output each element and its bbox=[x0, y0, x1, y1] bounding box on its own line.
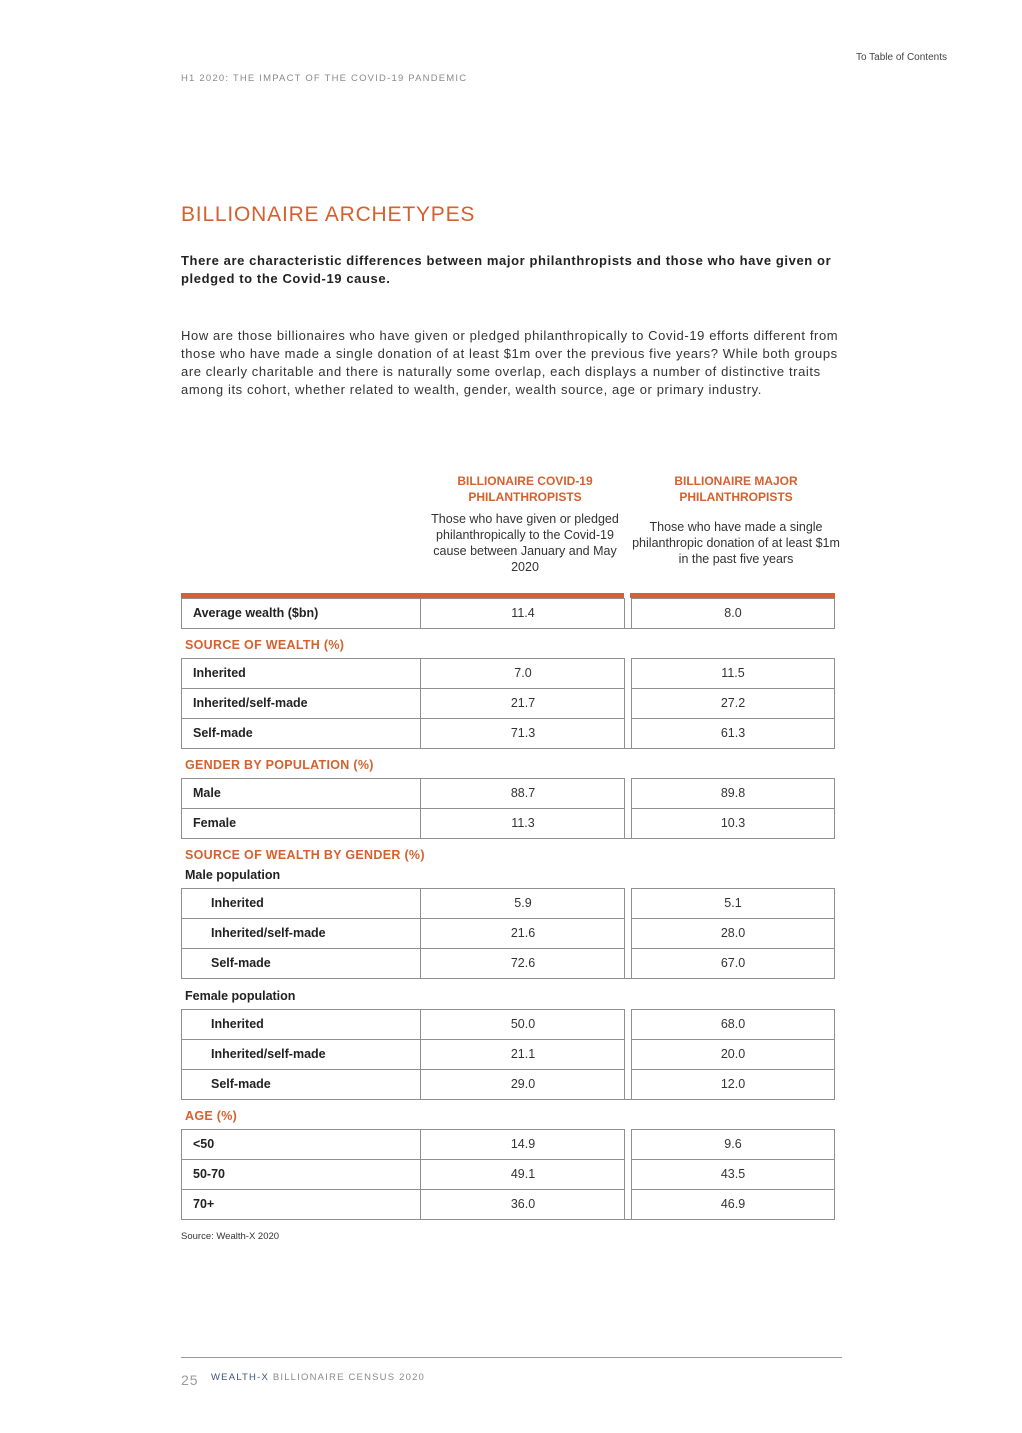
section-heading-source-by-gender: SOURCE OF WEALTH BY GENDER (%) bbox=[185, 848, 425, 862]
body-paragraph: How are those billionaires who have given or pledged philanthropically to Covid-19 efforts different from those who have made a single donation of at least $1m over the previous five years? While both groups are clearly charitable and there is naturally some overlap, each displays a number of distinctive traits among its cohort, whether related to wealth, gender, wealth source, age or primary industry. bbox=[181, 328, 839, 397]
row-label: Average wealth ($bn) bbox=[193, 606, 319, 620]
cell-major: 46.9 bbox=[720, 1197, 746, 1211]
table-row bbox=[181, 1040, 835, 1070]
cell-major: 89.8 bbox=[720, 786, 746, 800]
table-row-average-wealth bbox=[181, 598, 835, 629]
row-label: 50-70 bbox=[193, 1167, 225, 1181]
running-header: H1 2020: THE IMPACT OF THE COVID-19 PANDEMIC bbox=[181, 73, 468, 84]
row-label: Inherited/self-made bbox=[211, 926, 326, 940]
row-label: Self-made bbox=[211, 1077, 271, 1091]
row-label: Self-made bbox=[211, 956, 271, 970]
cell-major: 61.3 bbox=[720, 726, 746, 740]
row-label: Inherited/self-made bbox=[193, 696, 308, 710]
column-header-covid bbox=[420, 473, 630, 575]
cell-covid: 49.1 bbox=[420, 1160, 625, 1189]
cell-major: 8.0 bbox=[724, 606, 742, 620]
row-label: Inherited bbox=[211, 896, 264, 910]
lead-paragraph: There are characteristic differences between major philanthropists and those who have given or pledged to the Covid-19 cause. bbox=[181, 253, 832, 286]
page-title: BILLIONAIRE ARCHETYPES bbox=[181, 203, 476, 226]
subsection-female-population: Female population bbox=[185, 989, 296, 1003]
row-label: Self-made bbox=[193, 726, 253, 740]
row-label: <50 bbox=[193, 1137, 215, 1151]
cell-covid: 50.0 bbox=[420, 1010, 625, 1039]
column-subtitle-covid: Those who have given or pledged philanthropically to the Covid-19 cause between January and May 2020 bbox=[431, 512, 619, 574]
cell-covid: 71.3 bbox=[420, 719, 625, 748]
cell-covid: 11.4 bbox=[420, 599, 625, 628]
table-row bbox=[181, 689, 835, 719]
cell-covid: 5.9 bbox=[420, 889, 625, 918]
section-heading-age: AGE (%) bbox=[185, 1109, 238, 1123]
cell-major: 11.5 bbox=[721, 666, 745, 680]
column-subtitle-major: Those who have made a single philanthropic donation of at least $1m in the past five years bbox=[632, 520, 840, 566]
cell-covid: 88.7 bbox=[420, 779, 625, 808]
cell-major: 12.0 bbox=[720, 1077, 746, 1091]
cell-major: 43.5 bbox=[720, 1167, 746, 1181]
footer-divider bbox=[181, 1357, 842, 1358]
table-row bbox=[181, 888, 835, 919]
page-number: 25 bbox=[181, 1372, 199, 1388]
cell-major: 27.2 bbox=[720, 696, 746, 710]
publication-name bbox=[211, 1372, 425, 1383]
table-row bbox=[181, 658, 835, 689]
cell-major: 5.1 bbox=[724, 896, 742, 910]
row-label: Inherited/self-made bbox=[211, 1047, 326, 1061]
column-header-major bbox=[631, 473, 841, 567]
table-row bbox=[181, 1009, 835, 1040]
section-heading-gender: GENDER BY POPULATION (%) bbox=[185, 758, 374, 772]
cell-covid: 14.9 bbox=[420, 1130, 625, 1159]
publication-title: BILLIONAIRE CENSUS 2020 bbox=[268, 1372, 426, 1383]
cell-major: 28.0 bbox=[720, 926, 746, 940]
table-row bbox=[181, 719, 835, 749]
cell-major: 10.3 bbox=[720, 816, 746, 830]
row-label: Inherited bbox=[211, 1017, 264, 1031]
brand-name: WEALTH-X bbox=[211, 1372, 269, 1383]
subsection-male-population: Male population bbox=[185, 868, 281, 882]
cell-covid: 21.1 bbox=[420, 1040, 625, 1069]
table-row bbox=[181, 1070, 835, 1100]
table-of-contents-link[interactable]: To Table of Contents bbox=[856, 52, 947, 63]
table-row bbox=[181, 919, 835, 949]
cell-covid: 7.0 bbox=[420, 659, 625, 688]
cell-covid: 21.7 bbox=[420, 689, 625, 718]
comparison-table bbox=[181, 598, 835, 1220]
cell-major: 68.0 bbox=[720, 1017, 746, 1031]
cell-covid: 21.6 bbox=[420, 919, 625, 948]
column-title-covid: BILLIONAIRE COVID-19 PHILANTHROPISTS bbox=[457, 474, 593, 504]
table-row bbox=[181, 949, 835, 979]
table-row bbox=[181, 1129, 835, 1160]
cell-covid: 29.0 bbox=[420, 1070, 625, 1099]
cell-covid: 11.3 bbox=[420, 809, 625, 838]
row-label: Female bbox=[193, 816, 237, 830]
source-note: Source: Wealth-X 2020 bbox=[181, 1231, 280, 1242]
row-label: Inherited bbox=[193, 666, 246, 680]
cell-major: 9.6 bbox=[724, 1137, 742, 1151]
row-label: Male bbox=[193, 786, 221, 800]
cell-major: 20.0 bbox=[720, 1047, 746, 1061]
cell-covid: 36.0 bbox=[420, 1190, 625, 1219]
section-heading-source-of-wealth: SOURCE OF WEALTH (%) bbox=[185, 638, 345, 652]
cell-major: 67.0 bbox=[720, 956, 746, 970]
column-title-major: BILLIONAIRE MAJOR PHILANTHROPISTS bbox=[674, 474, 798, 504]
table-row bbox=[181, 1190, 835, 1220]
table-row bbox=[181, 778, 835, 809]
table-row bbox=[181, 1160, 835, 1190]
table-row bbox=[181, 809, 835, 839]
row-label: 70+ bbox=[193, 1197, 215, 1211]
cell-covid: 72.6 bbox=[420, 949, 625, 978]
